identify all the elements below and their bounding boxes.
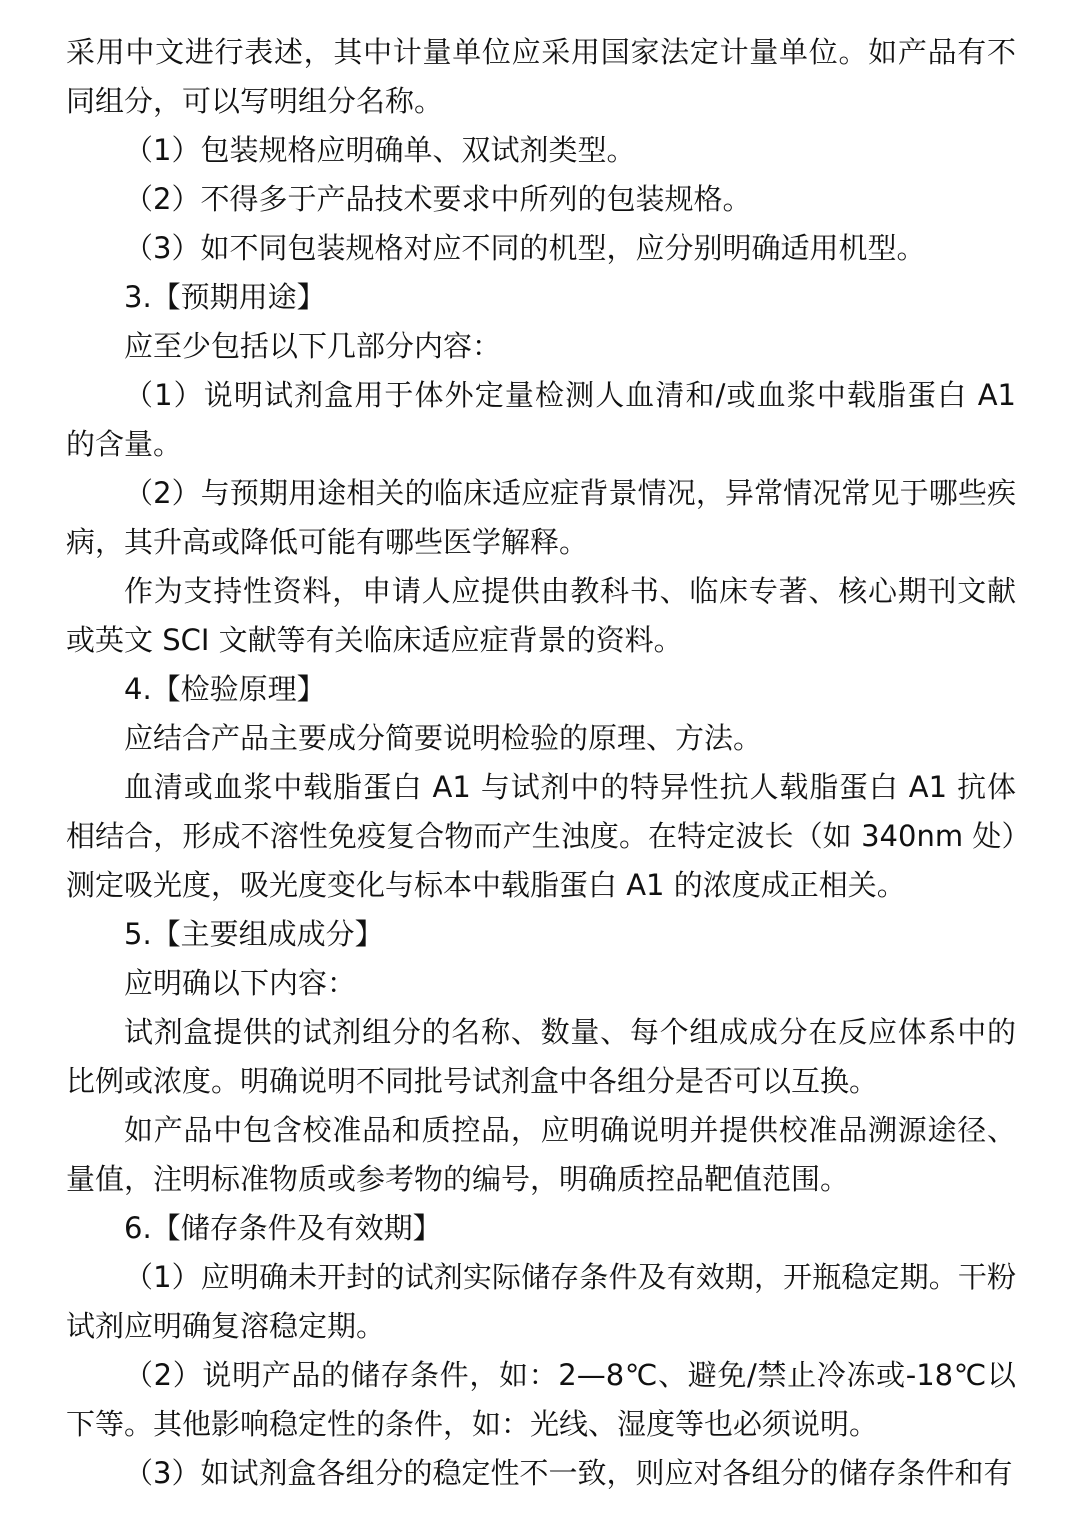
document-body — [66, 28, 1016, 1498]
paragraph-principle-detail: 血清或血浆中载脂蛋白 A1 与试剂中的特异性抗人载脂蛋白 A1 抗体相结合，形成不溶性免疫复合物而产生浊度。在特定波长（如 340nm 处）测定吸光度，吸光度变化与标本中载脂蛋白 A1 的浓度成正相关。 — [66, 770, 1016, 902]
paragraph-storage-1: （1）应明确未开封的试剂实际储存条件及有效期，开瓶稳定期。干粉试剂应明确复溶稳定期。 — [66, 1260, 1016, 1343]
paragraph-components-detail: 试剂盒提供的试剂组分的名称、数量、每个组成成分在反应体系中的比例或浓度。明确说明不同批号试剂盒中各组分是否可以互换。 — [66, 1015, 1016, 1098]
section-heading-storage: 6.【储存条件及有效期】 — [124, 1211, 442, 1245]
paragraph-package-1: （1）包装规格应明确单、双试剂类型。 — [124, 133, 636, 167]
paragraph-storage-3: （3）如试剂盒各组分的稳定性不一致，则应对各组分的储存条件和有 — [124, 1456, 1013, 1490]
section-heading-principle: 4.【检验原理】 — [124, 672, 326, 706]
paragraph-package-3: （3）如不同包装规格对应不同的机型，应分别明确适用机型。 — [124, 231, 926, 265]
paragraph-principle-intro: 应结合产品主要成分简要说明检验的原理、方法。 — [124, 721, 763, 755]
paragraph-intended-use-2: （2）与预期用途相关的临床适应症背景情况，异常情况常见于哪些疾病，其升高或降低可能有哪些医学解释。 — [66, 476, 1016, 559]
paragraph-intended-use-1: （1）说明试剂盒用于体外定量检测人血清和/或血浆中载脂蛋白 A1 的含量。 — [66, 378, 1016, 461]
paragraph-storage-2: （2）说明产品的储存条件，如：2—8℃、避免/禁止冷冻或-18℃以下等。其他影响稳定性的条件，如：光线、湿度等也必须说明。 — [66, 1358, 1016, 1441]
paragraph-calibrators: 如产品中包含校准品和质控品，应明确说明并提供校准品溯源途径、量值，注明标准物质或参考物的编号，明确质控品靶值范围。 — [66, 1113, 1016, 1196]
paragraph-package-2: （2）不得多于产品技术要求中所列的包装规格。 — [124, 182, 752, 216]
section-heading-intended-use: 3.【预期用途】 — [124, 280, 326, 314]
paragraph-units: 采用中文进行表述，其中计量单位应采用国家法定计量单位。如产品有不同组分，可以写明组分名称。 — [66, 35, 1016, 118]
section-heading-components: 5.【主要组成成分】 — [124, 917, 384, 951]
paragraph-intended-use-intro: 应至少包括以下几部分内容： — [124, 329, 502, 363]
paragraph-supporting-data: 作为支持性资料，申请人应提供由教科书、临床专著、核心期刊文献或英文 SCI 文献等有关临床适应症背景的资料。 — [66, 574, 1016, 657]
paragraph-components-intro: 应明确以下内容： — [124, 966, 357, 1000]
